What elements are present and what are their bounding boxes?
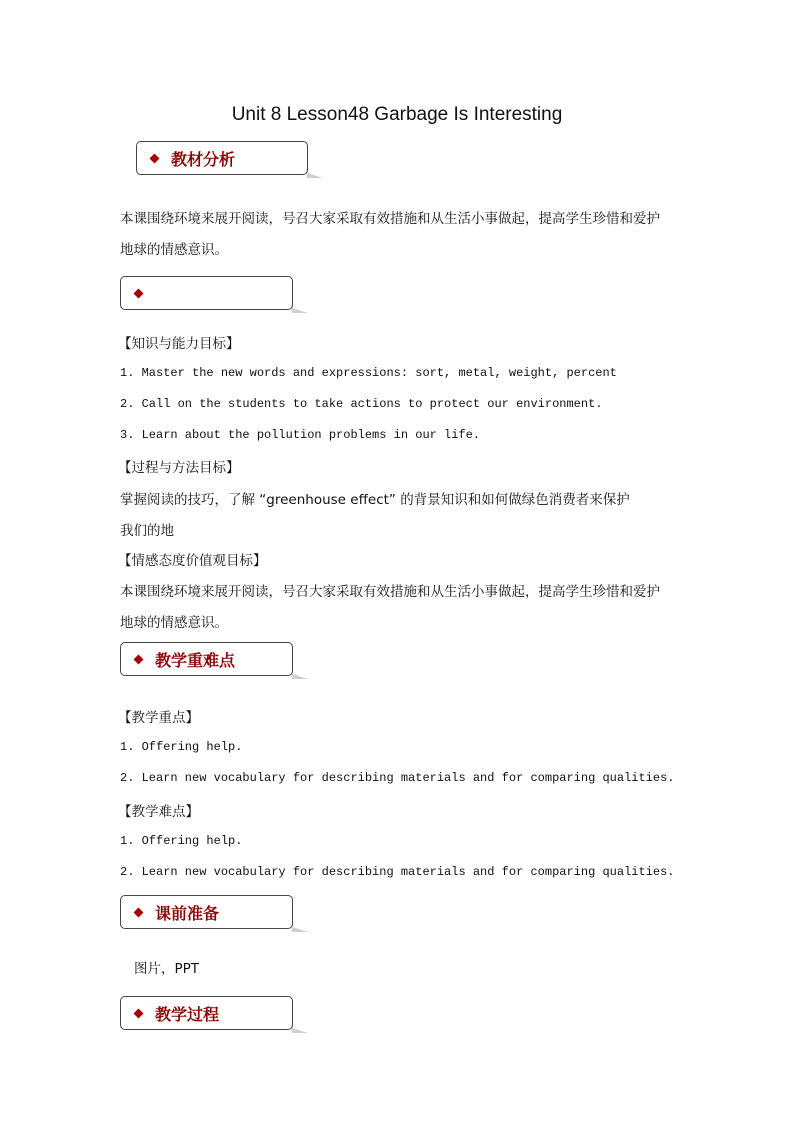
diamond-bullet-icon (134, 1009, 144, 1019)
analysis-text-line-2: 地球的情感意识。 (120, 242, 228, 258)
emotion-objectives-label: 【情感态度价值观目标】 (118, 553, 267, 569)
heading-shadow (292, 1028, 308, 1033)
section-heading-text: 课前准备 (155, 904, 220, 923)
knowledge-item-1: 1. Master the new words and expressions: sort, metal, weight, percent (120, 366, 617, 380)
emotion-text-line-2: 地球的情感意识。 (120, 615, 228, 631)
teaching-focus-label: 【教学重点】 (118, 710, 199, 726)
emotion-text-line-1: 本课围绕环境来展开阅读，号召大家采取有效措施和从生活小事做起，提高学生珍惜和爱护 (120, 584, 660, 600)
diamond-bullet-icon (134, 289, 144, 299)
section-heading-text: 教材分析 (171, 150, 236, 169)
difficulty-item-2: 2. Learn new vocabulary for describing materials and for comparing qualities. (120, 865, 675, 879)
heading-shadow (292, 308, 308, 313)
focus-item-1: 1. Offering help. (120, 740, 243, 754)
process-objectives-label: 【过程与方法目标】 (118, 460, 240, 476)
focus-item-2: 2. Learn new vocabulary for describing materials and for comparing qualities. (120, 771, 675, 785)
heading-shadow (292, 927, 308, 932)
section-heading-analysis (136, 141, 308, 175)
section-heading-preparation (120, 895, 293, 929)
knowledge-item-3: 3. Learn about the pollution problems in our life. (120, 428, 481, 442)
analysis-text-line-1: 本课围绕环境来展开阅读，号召大家采取有效措施和从生活小事做起，提高学生珍惜和爱护 (120, 211, 660, 227)
knowledge-item-2: 2. Call on the students to take actions to protect our environment. (120, 397, 603, 411)
heading-shadow (307, 173, 323, 178)
document-title: Unit 8 Lesson48 Garbage Is Interesting (231, 104, 563, 125)
diamond-bullet-icon (150, 154, 160, 164)
section-heading-text: 教学重难点 (155, 651, 236, 670)
process-text-line-1: 掌握阅读的技巧，了解 “greenhouse effect” 的背景知识和如何做绿色消费者来保护 (120, 492, 630, 508)
heading-shadow (292, 674, 308, 679)
teaching-difficulty-label: 【教学难点】 (118, 804, 199, 820)
section-heading-process (120, 996, 293, 1030)
preparation-content: 图片，PPT (134, 961, 200, 977)
diamond-bullet-icon (134, 908, 144, 918)
section-heading-text: 教学过程 (155, 1005, 220, 1024)
diamond-bullet-icon (134, 655, 144, 665)
section-heading-key-points (120, 642, 293, 676)
section-heading-objectives (120, 276, 293, 310)
knowledge-objectives-label: 【知识与能力目标】 (118, 336, 240, 352)
process-text-line-2: 我们的地 (120, 523, 174, 539)
difficulty-item-1: 1. Offering help. (120, 834, 243, 848)
